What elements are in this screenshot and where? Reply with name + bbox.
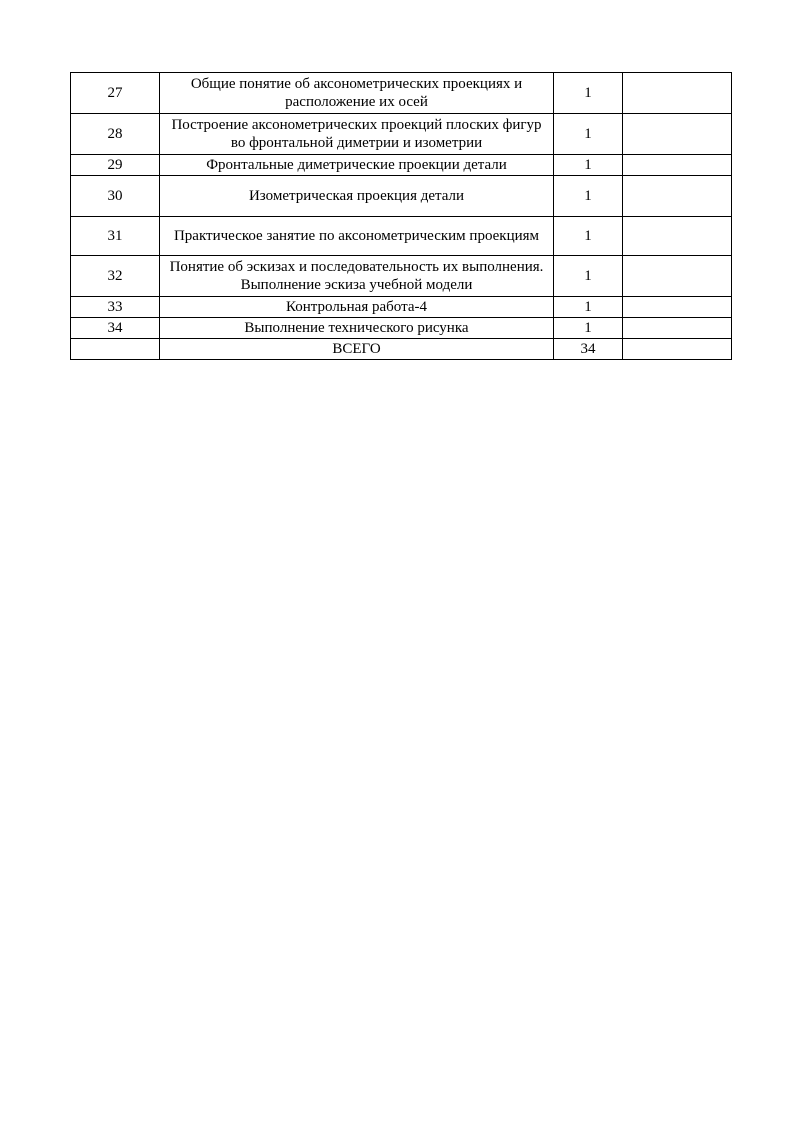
lesson-topic-cell: Понятие об эскизах и последовательность их выполнения. Выполнение эскиза учебной модели	[160, 256, 554, 297]
lesson-topic-cell: Построение аксонометрических проекций плоских фигур во фронтальной диметрии и изометрии	[160, 114, 554, 155]
lesson-hours-cell: 1	[554, 176, 623, 217]
lesson-hours-cell: 1	[554, 155, 623, 176]
table-row	[71, 297, 732, 318]
total-row	[71, 339, 732, 360]
lesson-number-cell: 34	[71, 318, 160, 339]
total-hours-cell: 34	[554, 339, 623, 360]
lesson-note-cell	[623, 256, 732, 297]
lesson-number-cell: 29	[71, 155, 160, 176]
table-row	[71, 155, 732, 176]
table-row	[71, 256, 732, 297]
total-number-cell	[71, 339, 160, 360]
lesson-note-cell	[623, 155, 732, 176]
lesson-topic-cell: Общие понятие об аксонометрических проекциях и расположение их осей	[160, 73, 554, 114]
total-note-cell	[623, 339, 732, 360]
table-row	[71, 217, 732, 256]
lesson-topic-cell: Изометрическая проекция детали	[160, 176, 554, 217]
total-label-cell: ВСЕГО	[160, 339, 554, 360]
lesson-note-cell	[623, 73, 732, 114]
lesson-topic-cell: Контрольная работа-4	[160, 297, 554, 318]
lesson-number-cell: 31	[71, 217, 160, 256]
lesson-hours-cell: 1	[554, 318, 623, 339]
table-row	[71, 114, 732, 155]
lesson-note-cell	[623, 318, 732, 339]
table-row	[71, 318, 732, 339]
lesson-note-cell	[623, 114, 732, 155]
lesson-number-cell: 27	[71, 73, 160, 114]
lesson-topic-cell: Выполнение технического рисунка	[160, 318, 554, 339]
lesson-hours-cell: 1	[554, 297, 623, 318]
table-row	[71, 176, 732, 217]
lesson-topic-cell: Практическое занятие по аксонометрическим проекциям	[160, 217, 554, 256]
lesson-hours-cell: 1	[554, 217, 623, 256]
lesson-plan-table	[70, 72, 732, 360]
lesson-number-cell: 30	[71, 176, 160, 217]
lesson-hours-cell: 1	[554, 256, 623, 297]
table-row	[71, 73, 732, 114]
lesson-number-cell: 33	[71, 297, 160, 318]
lesson-hours-cell: 1	[554, 73, 623, 114]
lesson-number-cell: 32	[71, 256, 160, 297]
lesson-note-cell	[623, 217, 732, 256]
lesson-topic-cell: Фронтальные диметрические проекции детали	[160, 155, 554, 176]
lesson-number-cell: 28	[71, 114, 160, 155]
lesson-note-cell	[623, 297, 732, 318]
lesson-hours-cell: 1	[554, 114, 623, 155]
lesson-note-cell	[623, 176, 732, 217]
